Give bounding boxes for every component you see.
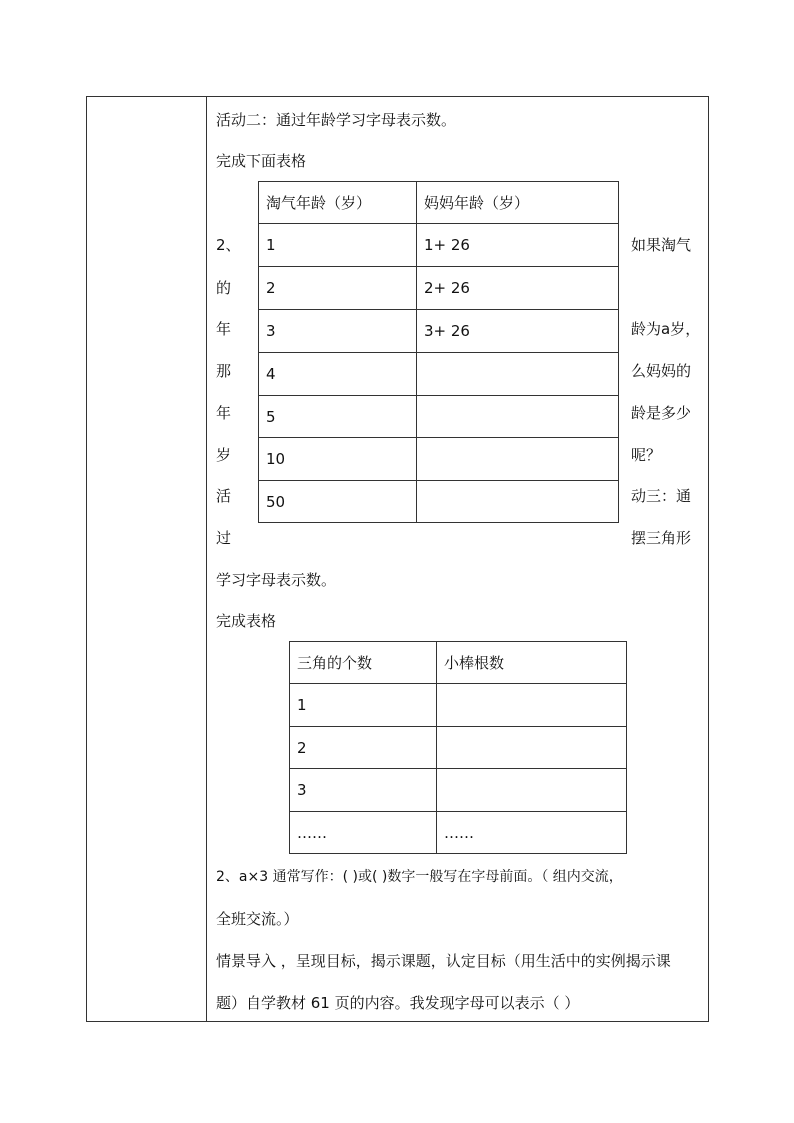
instruction-complete-table-2: 完成表格 xyxy=(216,612,277,630)
table-header-row xyxy=(259,182,619,224)
table-cell xyxy=(417,481,619,523)
table-cell: 2 xyxy=(290,727,437,769)
table-cell: …… xyxy=(437,812,627,854)
question-2-line-2: 全班交流。） xyxy=(216,910,299,928)
table-cell: 50 xyxy=(259,481,417,523)
left-fragment: 活 xyxy=(216,487,232,505)
table-cell: 3 xyxy=(290,769,437,812)
table-cell: 2+ 26 xyxy=(417,267,619,310)
table-cell: 10 xyxy=(259,438,417,481)
left-fragment: 年 xyxy=(216,404,232,422)
table-cell: 1 xyxy=(259,224,417,267)
table-row xyxy=(290,684,627,727)
age-table xyxy=(258,181,619,523)
left-fragment: 年 xyxy=(216,320,232,338)
outer-table-divider xyxy=(206,96,207,1022)
right-fragment: 动三：通 xyxy=(631,487,692,505)
table-row xyxy=(259,396,619,438)
table-cell xyxy=(417,353,619,396)
right-fragment: 么妈妈的 xyxy=(631,362,692,380)
activity3-continuation: 学习字母表示数。 xyxy=(216,571,337,589)
triangle-table xyxy=(289,641,627,854)
left-fragment: 那 xyxy=(216,362,232,380)
table-header-row xyxy=(290,642,627,684)
table-row xyxy=(259,224,619,267)
activity2-title: 活动二：通过年龄学习字母表示数。 xyxy=(216,111,457,129)
intro-line-2: 题）自学教材 61 页的内容。我发现字母可以表示（ ） xyxy=(216,994,580,1012)
table-row xyxy=(290,769,627,812)
table-cell: 3+ 26 xyxy=(417,310,619,353)
left-fragment: 过 xyxy=(216,529,232,547)
table-cell: …… xyxy=(290,812,437,854)
table-row xyxy=(259,353,619,396)
right-fragment: 呢？ xyxy=(631,446,662,464)
left-fragment: 岁 xyxy=(216,446,232,464)
right-fragment: 龄是多少 xyxy=(631,404,692,422)
table-cell: 2 xyxy=(259,267,417,310)
right-fragment: 龄为a岁， xyxy=(631,320,701,338)
right-fragment: 如果淘气 xyxy=(631,236,692,254)
table-cell: 1 xyxy=(290,684,437,727)
table-row xyxy=(290,727,627,769)
table-cell: 5 xyxy=(259,396,417,438)
outer-table-right-border xyxy=(708,96,709,1022)
left-fragment: 的 xyxy=(216,279,232,297)
right-fragment: 摆三角形 xyxy=(631,529,692,547)
table-cell: 1+ 26 xyxy=(417,224,619,267)
table-cell xyxy=(417,438,619,481)
table-row xyxy=(290,812,627,854)
outer-table-left-border xyxy=(86,96,87,1022)
outer-table-top-border xyxy=(86,96,709,97)
table-header-cell: 小棒根数 xyxy=(437,642,627,684)
table-row xyxy=(259,267,619,310)
table-cell xyxy=(437,684,627,727)
instruction-complete-table: 完成下面表格 xyxy=(216,152,307,170)
table-header-cell: 妈妈年龄（岁） xyxy=(417,182,619,224)
table-cell xyxy=(417,396,619,438)
table-header-cell: 三角的个数 xyxy=(290,642,437,684)
table-row xyxy=(259,481,619,523)
table-cell: 4 xyxy=(259,353,417,396)
left-fragment: 2、 xyxy=(216,236,241,254)
outer-table-bottom-border xyxy=(86,1021,709,1022)
question-2-line-1: 2、a×3 通常写作：( )或( )数字一般写在字母前面。（ 组内交流， xyxy=(216,869,623,885)
table-cell xyxy=(437,727,627,769)
table-header-cell: 淘气年龄（岁） xyxy=(259,182,417,224)
table-cell xyxy=(437,769,627,812)
intro-line-1: 情景导入 ，呈现目标，揭示课题，认定目标（用生活中的实例揭示课 xyxy=(216,952,671,970)
table-cell: 3 xyxy=(259,310,417,353)
table-row xyxy=(259,438,619,481)
table-row xyxy=(259,310,619,353)
